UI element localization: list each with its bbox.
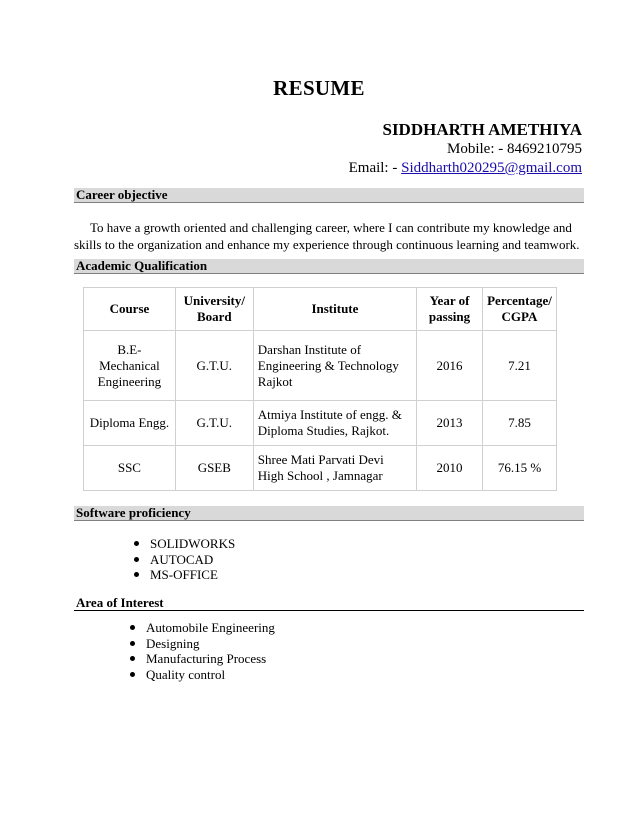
list-item xyxy=(146,636,275,652)
column-header-course: Course xyxy=(84,288,176,331)
list-item xyxy=(150,536,235,552)
bullet-icon xyxy=(130,625,135,630)
cell-course: SSC xyxy=(84,446,176,491)
software-proficiency-heading: Software proficiency xyxy=(74,506,584,521)
bullet-icon xyxy=(134,541,139,546)
bullet-icon xyxy=(130,641,135,646)
cell-year: 2010 xyxy=(417,446,483,491)
cell-year: 2013 xyxy=(417,401,483,446)
cell-course: Diploma Engg. xyxy=(84,401,176,446)
cell-course: B.E- Mechanical Engineering xyxy=(84,331,176,401)
academic-qualification-heading: Academic Qualification xyxy=(74,259,584,274)
interest-item-label: Designing xyxy=(146,635,200,651)
qualification-table xyxy=(83,287,557,491)
interest-list xyxy=(146,620,275,682)
cell-institute: Shree Mati Parvati Devi High School , Jamnagar xyxy=(253,446,416,491)
software-item-label: SOLIDWORKS xyxy=(150,536,236,551)
table-row xyxy=(84,446,557,491)
cell-board: G.T.U. xyxy=(175,331,253,401)
contact-block xyxy=(349,120,582,178)
cell-institute: Darshan Institute of Engineering & Technology Rajkot xyxy=(253,331,416,401)
software-item-label: MS-OFFICE xyxy=(150,567,218,582)
interest-item-label: Manufacturing Process xyxy=(146,651,267,666)
resume-title: RESUME xyxy=(273,76,365,100)
cell-percentage: 7.21 xyxy=(482,331,556,401)
bullet-icon xyxy=(130,656,135,661)
list-item xyxy=(146,651,275,667)
interest-item-label: Quality control xyxy=(146,666,226,682)
cell-percentage: 76.15 % xyxy=(482,446,556,491)
software-list xyxy=(150,536,235,583)
list-item xyxy=(150,567,235,583)
career-objective-text: To have a growth oriented and challenging career, where I can contribute my knowledge and skills to the organization and enhance my experience through continuous learning and teamwork. xyxy=(74,220,580,252)
software-item-label: AUTOCAD xyxy=(150,551,214,567)
interest-item-label: Automobile Engineering xyxy=(146,620,275,635)
cell-year: 2016 xyxy=(417,331,483,401)
mobile-number: Mobile: - 8469210795 xyxy=(447,141,582,157)
cell-board: G.T.U. xyxy=(175,401,253,446)
cell-board: GSEB xyxy=(175,446,253,491)
list-item xyxy=(150,552,235,568)
area-of-interest-heading: Area of Interest xyxy=(74,596,584,611)
bullet-icon xyxy=(134,572,139,577)
cell-percentage: 7.85 xyxy=(482,401,556,446)
list-item xyxy=(146,667,275,683)
list-item xyxy=(146,620,275,636)
email-label: Email: - xyxy=(348,160,402,176)
column-header-board: University/ Board xyxy=(175,288,253,331)
table-row xyxy=(84,331,557,401)
bullet-icon xyxy=(134,557,139,562)
table-row xyxy=(84,401,557,446)
email-line xyxy=(349,158,582,178)
email-link[interactable]: Siddharth020295@gmail.com xyxy=(401,160,582,176)
candidate-name: SIDDHARTH AMETHIYA xyxy=(382,120,582,139)
column-header-institute: Institute xyxy=(253,288,416,331)
bullet-icon xyxy=(130,672,135,677)
career-objective-heading: Career objective xyxy=(74,188,584,203)
table-header-row xyxy=(84,288,557,331)
column-header-percentage: Percentage/ CGPA xyxy=(482,288,556,331)
cell-institute: Atmiya Institute of engg. & Diploma Studies, Rajkot. xyxy=(253,401,416,446)
column-header-year: Year of passing xyxy=(417,288,483,331)
